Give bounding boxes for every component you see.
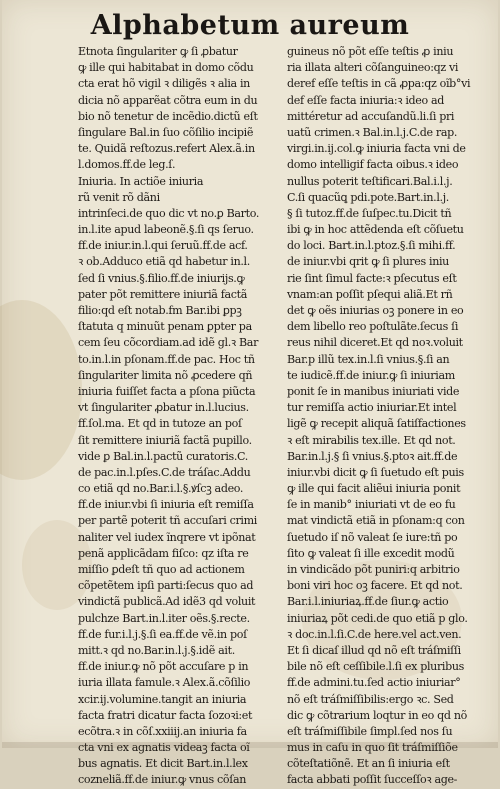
text-line: rũ venit rõ dãni [78,190,160,204]
right-text-column [287,44,485,789]
text-line: ſingulare Bal.in ſuo cõſilio incipiẽ [78,125,254,139]
text-line: penã applicãdam fiſco: qz iſta re [78,546,249,560]
text-line: mus in caſu in quo ſit tráſmiſſiõe [287,741,458,755]
text-line: Bar.i.l.iniuriaꝝ.ff.de ſiur.ꝙ actio [287,595,449,609]
text-line: pulchze Bart.in.l.iter oẽs.§.recte. [78,611,250,625]
text-line: mitt.ꝛ qd no.Bar.in.l.j.§.idẽ ait. [78,643,235,657]
text-line: bus agnatis. Et dicit Bart.in.l.lex [78,757,248,771]
text-line: ff.de iniur.in.l.qui ſeruũ.ff.de acf. [78,239,248,253]
text-line: cem ſeu cõcordiam.ad idẽ gl.ꝛ Bar [78,336,259,350]
text-line: ria illata alteri cõſanguineo:qz vi [287,61,459,75]
text-line: vide ꝑ Bal.in.l.pactũ curatoris.C. [78,449,248,463]
text-line: l.domos.ff.de leg.ſ. [78,158,176,172]
text-line: ſtatuta q minuũt penam ꝑpter pa [78,320,252,334]
text-line: nullus poterit teſtificari.Bal.i.l.j. [287,174,453,188]
book-page [2,0,498,787]
text-line: deref eſſe teſtis in cã ꝓpa:qz oĩb°vi [287,77,471,91]
text-line: ꝛ doc.in.l.ſi.C.de here.vel act.ven. [287,627,462,641]
text-line: ſingulariter limita nõ ꝓcedere qñ [78,368,253,382]
text-line: ff.de admini.tu.ſed actio iniuriar° [287,676,461,690]
text-line: virgi.in.ij.col.ꝙ iniuria facta vni de [287,142,466,156]
text-line: cõteſtatiõnẽ. Et an ſi iniuria eſt [287,757,450,771]
text-line: iuria illata famule.ꝛ Alex.ã.cõſilio [78,676,251,690]
text-line: per partẽ poterit tñ accuſari crimi [78,514,257,528]
text-line: de iniur.vbi qrit ꝙ ſi plures iniu [287,255,449,269]
text-line: C.ſi quacũꝗ pdi.pote.Bart.in.l.j. [287,190,449,204]
text-line: filio:qd eſt notab.fm Bar.ibi ꝑpꝫ [78,304,242,317]
text-line: dem libello reo poſtulãte.ſecus ſi [287,320,459,334]
text-line: rie ſint ſimul facte:ꝛ pſecutus eſt [287,271,457,285]
text-line: Bar.p illũ tex.in.l.ſi vnius.§.ſi an [287,352,450,366]
text-line: ibi ꝙ in hoc attẽdenda eſt cõſuetu [287,223,464,237]
page-edge [2,742,498,748]
text-line: nõ eſt tráſmiſſibilis:ergo ꝛc. Sed [287,692,454,706]
text-line: vnam:an poſſit pſequi aliã.Et rñ [287,287,453,301]
text-line: domo intelligif facta oibus.ꝛ ideo [287,158,459,172]
text-line: ꝙ ille qui facit aliẽui iniuria ponit [287,482,461,496]
text-line: uatũ crimen.ꝛ Bal.in.l.j.C.de rap. [287,125,458,139]
text-line: de pac.in.l.pſes.C.de tráſac.Addu [78,465,251,479]
text-line: ſe in manib° iniuriati vt de eo fu [287,498,456,512]
text-line: in vindicãdo põt puniri:q arbitrio [287,563,460,576]
text-line: reus nihil diceret.Et qd noꝛ.voluit [287,336,463,350]
text-line: ff.ſol.ma. Et qd in tutoze an poſ [78,417,242,431]
text-line: mittéretur ad accuſandũ.li.ſi pri [287,109,455,123]
text-line: mat vindictã etiã in pſonam:q con [287,514,465,528]
text-line: ꝙ ille qui habitabat in domo cõdu [78,61,254,75]
text-line: ff.de iniur.ꝙ nõ põt accuſare p in [78,660,249,674]
text-line: ff.de fur.i.l.j.§.ſi ea.ff.de vẽ.in poſ [78,627,247,641]
text-line: te. Quidã reſtozus.refert Alex.ã.in [78,142,255,156]
text-line: intrinſeci.de quo dic vt no.ꝑ Barto. [78,206,260,220]
text-line: cozneliã.ff.de iniur.ꝙ vnus cõſan [78,773,247,787]
text-line: ꝛ eſt mirabilis tex.ille. Et qd not. [287,433,456,447]
text-line: pater põt remittere iniuriã factã [78,287,247,301]
text-line: def eſſe facta iniuria:ꝛ ideo ad [287,93,445,107]
text-line: ꝛ ob.Adduco etiã qd habetur in.l. [78,255,250,269]
text-line: Iniuria. In actiõe iniuria [78,174,204,188]
text-line: iniur.vbi dicit ꝙ ſi ſuetudo eſt puis [287,465,464,479]
text-line: Bar.in.l.j.§ ſi vnius.§.ptoꝛ ait.ff.de [287,449,458,463]
paper-stain [0,300,82,480]
text-line: co etiã qd no.Bar.i.l.§.ꝟſcꝫ adeo. [78,482,244,496]
text-line: to.in.l.in pſonam.ff.de pac. Hoc tñ [78,352,255,366]
text-line: § ſi tutoz.ff.de ſuſpec.tu.Dicit tñ [287,206,452,220]
text-line: boni viri hoc oꝫ facere. Et qd not. [287,579,463,593]
text-line: ſuetudo iſ nõ valeat ſe iure:tñ po [287,530,458,544]
text-line: ſed ſi vnius.§.filio.ff.de iniurijs.ꝙ [78,271,245,285]
text-line: dicia nõ apparẽat cõtra eum in du [78,93,258,107]
text-line: facta abbati poſſit ſucceſſoꝛ age- [287,773,458,787]
text-line: ecõtra.ꝛ in cõſ.xxiiij.an iniuria fa [78,724,247,738]
text-line: vindictã publicã.Ad idẽ3 qd voluit [78,595,256,609]
text-line: bio nõ tenetur de incẽdio.dictũ eſt [78,109,258,123]
text-line: eſt tráſmiſſibile ſimpl.ſed nos ſu [287,724,453,738]
text-line: det ꝙ oẽs iniurias oꝫ ponere in eo [287,304,464,317]
text-line: xcir.ij.volumine.tangit an iniuria [78,692,247,706]
text-line: bile nõ eſt ceſſibile.l.ſi ex pluribus [287,660,465,674]
text-line: tur remiſſa actio iniuriar.Et intel [287,401,457,415]
text-line: ſit remittere iniuriã factã pupillo. [78,433,252,447]
text-line: Et ſi dicaſ illud qd nõ eſt tráſmiſſi [287,643,461,657]
text-line: miſſio ꝑdeſt tñ quo ad actionem [78,563,245,576]
text-line: ponit ſe in manibus iniuriati vide [287,384,460,398]
text-line: dic ꝙ cõtrarium loqtur in eo qd nõ [287,708,467,722]
text-line: naliter vel iudex ĩnqrere vt ipõnat [78,530,256,544]
text-line: facta fratri dicatur facta ſozoꝛi:et [78,708,253,722]
text-line: ligẽ ꝙ recepit aliquã ſatiſfactiones [287,417,466,431]
text-line: vt ſingulariter ꝓbatur in.l.lucius. [78,401,249,415]
text-line: in.l.ite apud labeonẽ.§.ſi qs ſeruo. [78,223,254,237]
text-line: ſito ꝙ valeat ſi ille excedit modũ [287,546,455,560]
left-text-column [78,44,274,789]
running-header: Alphabetum aureum [90,10,410,41]
text-line: do loci. Bart.in.l.ptoz.§.ſi mihi.ff. [287,239,456,253]
text-line: guineus nõ põt eſſe teſtis ꝓ iniu [287,45,454,58]
text-line: ff.de iniur.vbi ſi iniuria eſt remiſſa [78,498,254,512]
text-line: iniuria fuiſſet facta a pſona piũcta [78,384,256,398]
text-line: cta vni ex agnatis videaꝫ facta oĩ [78,741,250,755]
text-line: te iudicẽ.ff.de iniur.ꝙ ſi iniuriam [287,368,455,382]
text-line: cta erat hõ vigil ꝛ diligẽs ꝛ alia in [78,77,250,91]
text-line: Etnota ſingulariter ꝙ ſi ꝓbatur [78,45,238,58]
text-line: cõpetẽtem ipſi parti:ſecus quo ad [78,579,254,593]
text-line: iniuriaꝝ põt cedi.de quo etiã p glo. [287,611,468,625]
